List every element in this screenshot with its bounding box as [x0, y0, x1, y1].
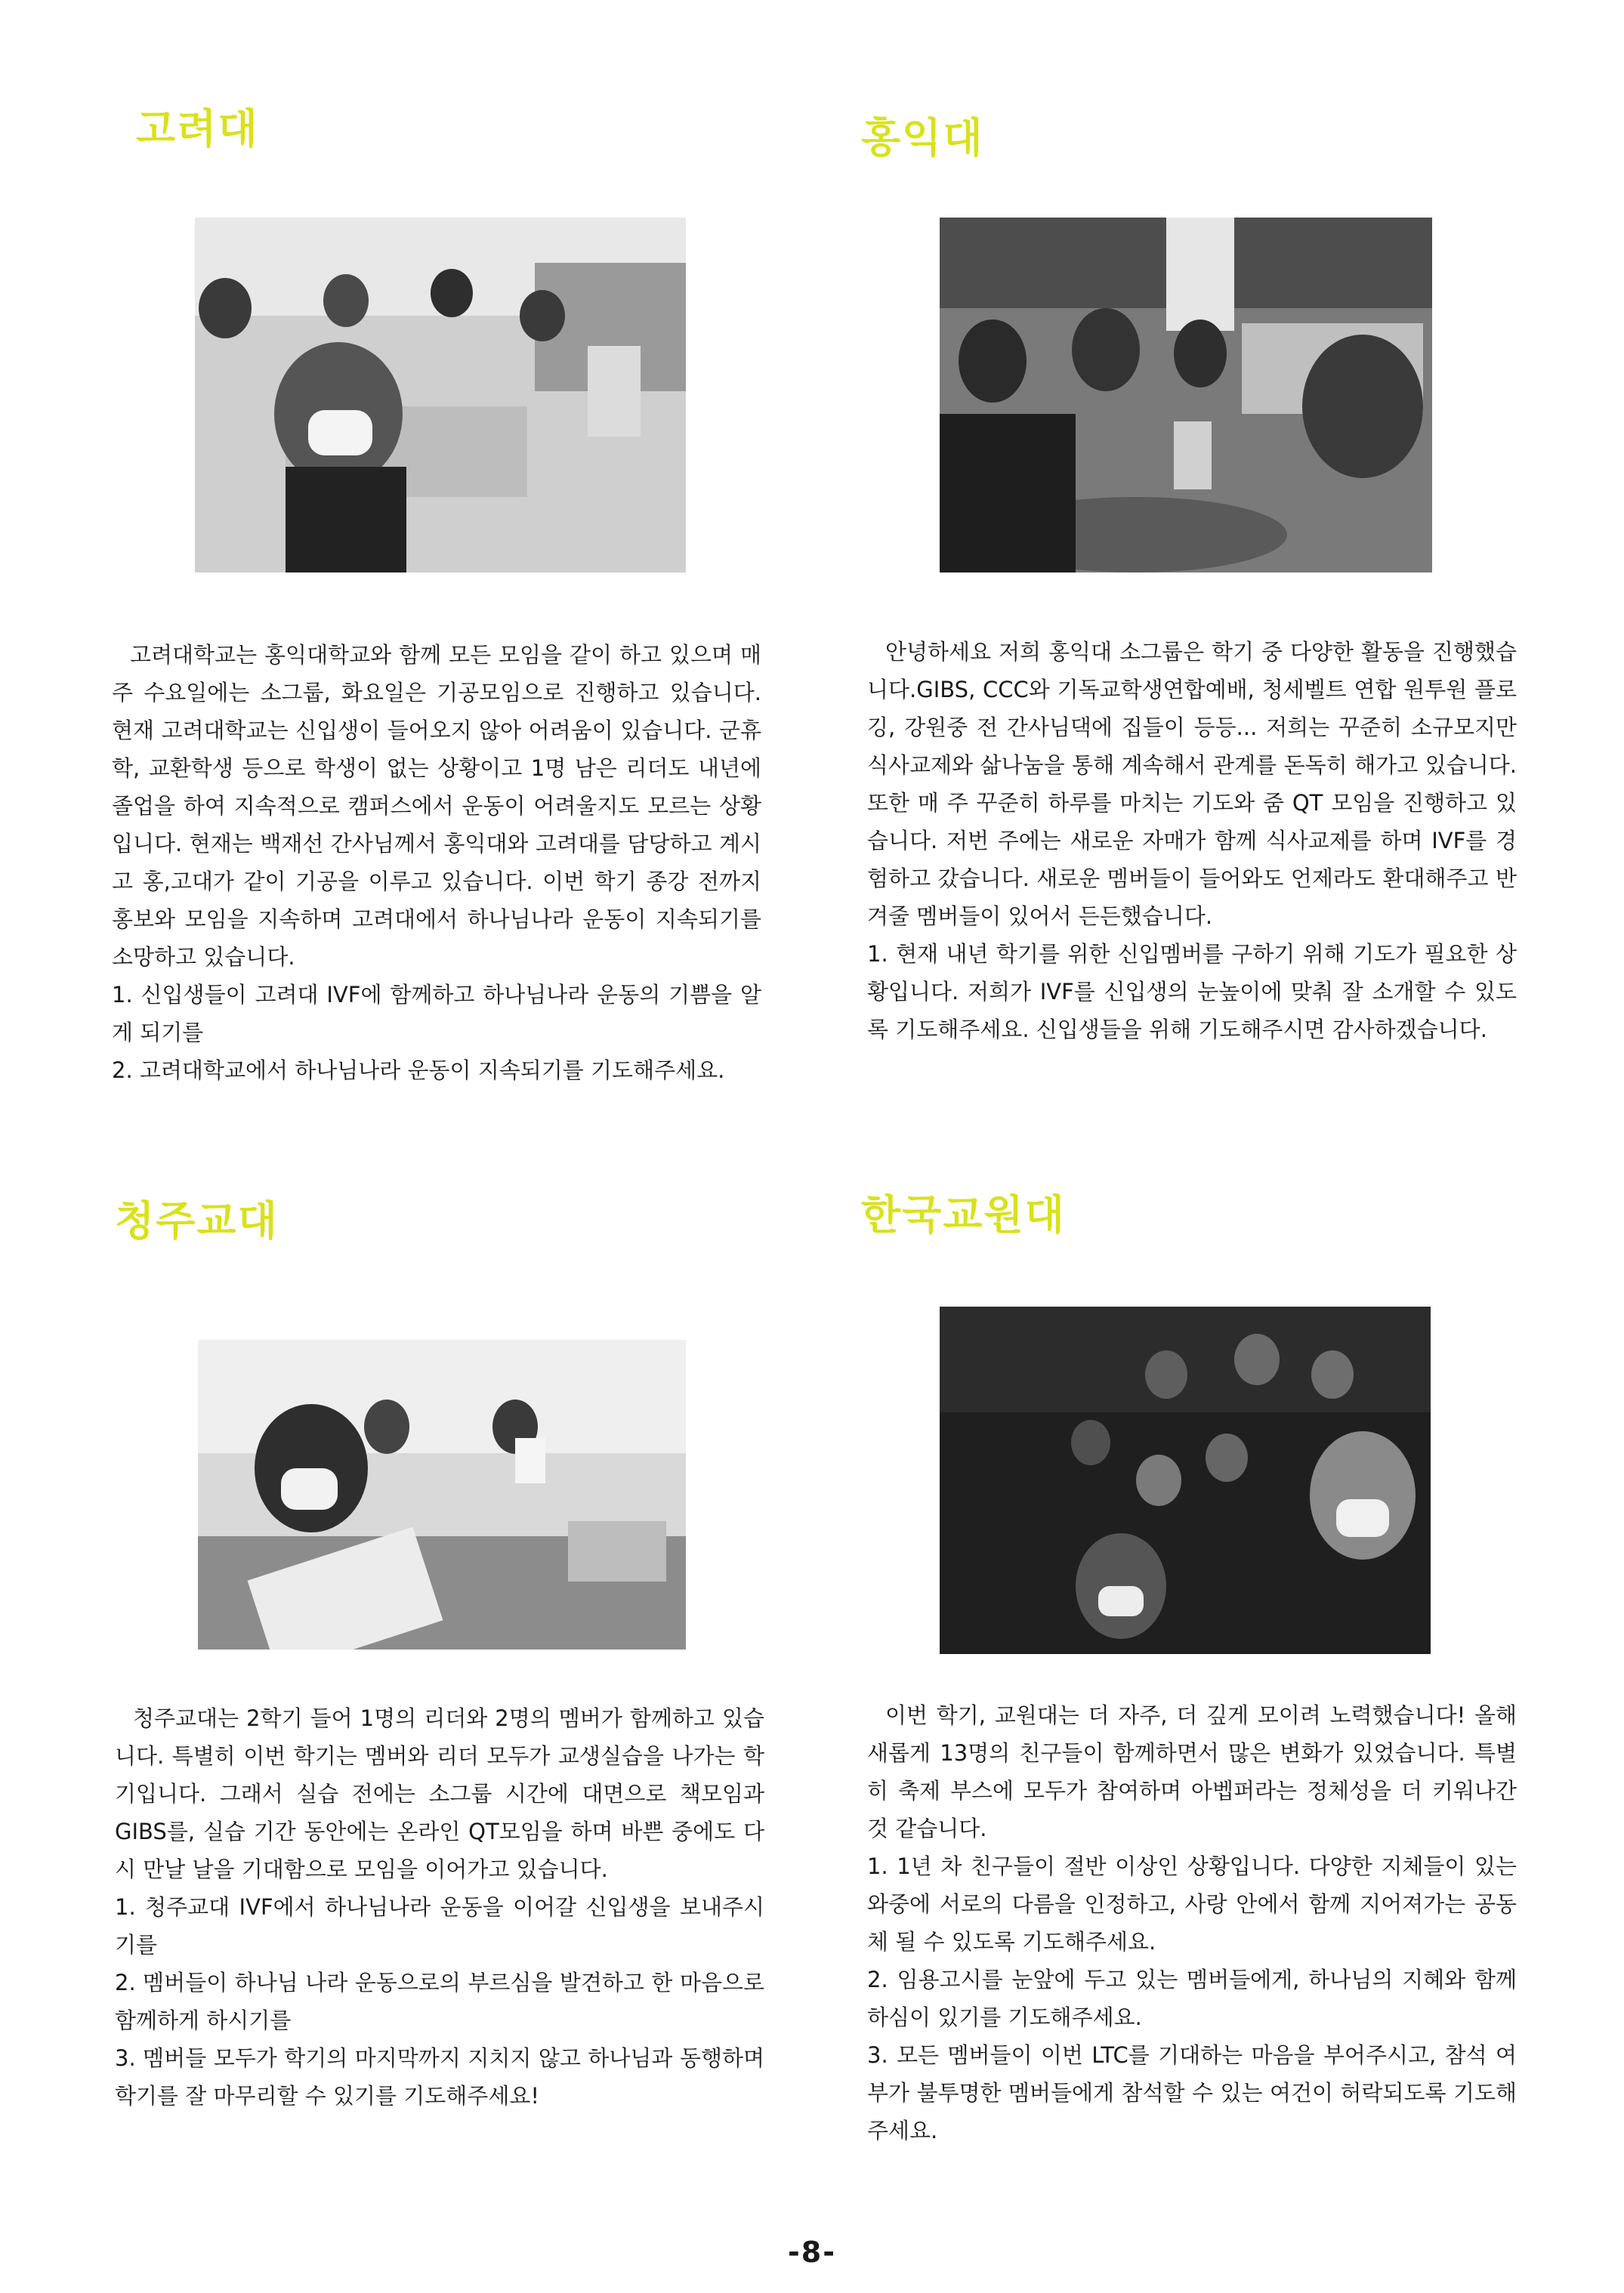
section-body-cheongju-edu [115, 1699, 764, 2115]
section-title-knue: 한국교원대 [861, 1191, 1066, 1239]
prayer-item: 2. 멤버들이 하나님 나라 운동으로의 부르심을 발견하고 한 마음으로 함께하게 하시기를 [115, 1970, 764, 2033]
prayer-item: 1. 1년 차 친구들이 절반 이상인 상황입니다. 다양한 지체들이 있는 와중에 서로의 다름을 인정하고, 사랑 안에서 함께 지어져가는 공동체 될 수 있도록 기도해주세요. [867, 1853, 1517, 1955]
section-title-hongik-univ: 홍익대 [861, 114, 984, 162]
group-photo-korea-univ [195, 218, 686, 572]
paragraph: 청주교대는 2학기 들어 1명의 리더와 2명의 멤버가 함께하고 있습니다. 특별히 이번 학기는 멤버와 리더 모두가 교생실습을 나가는 학기입니다. 그래서 실습 전에는 소그룹 시간에 대면으로 책모임과 GIBS를, 실습 기간 동안에는 온라인 QT모임을 하며 바쁜 중에도 다시 만날 날을 기대함으로 모임을 이어가고 있습니다. [115, 1705, 764, 1882]
section-body-knue [867, 1696, 1517, 2149]
prayer-item: 2. 고려대학교에서 하나님나라 운동이 지속되기를 기도해주세요. [112, 1057, 725, 1083]
section-title-korea-univ: 고려대 [136, 105, 259, 153]
section-body-korea-univ [112, 636, 761, 1089]
prayer-item: 1. 현재 내년 학기를 위한 신입멤버를 구하기 위해 기도가 필요한 상황입니다. 저희가 IVF를 신입생의 눈높이에 맞춰 잘 소개할 수 있도록 기도해주세요. 신입생들을 위해 기도해주시면 감사하겠습니다. [867, 941, 1517, 1042]
section-body-hongik-univ [867, 633, 1517, 1048]
section-title-cheongju-edu: 청주교대 [115, 1197, 279, 1245]
prayer-item: 2. 임용고시를 눈앞에 두고 있는 멤버들에게, 하나님의 지혜와 함께하심이 있기를 기도해주세요. [867, 1967, 1517, 2030]
prayer-item: 3. 모든 멤버들이 이번 LTC를 기대하는 마음을 부어주시고, 참석 여부가 불투명한 멤버들에게 참석할 수 있는 여건이 허락되도록 기도해주세요. [867, 2042, 1517, 2143]
paragraph: 안녕하세요 저희 홍익대 소그룹은 학기 중 다양한 활동을 진행했습니다.GIBS, CCC와 기독교학생연합예배, 청세벨트 연합 원투원 플로깅, 강원중 전 간사님댁에 집들이 등등... 저희는 꾸준히 소규모지만 식사교제와 삶나눔을 통해 계속해서 관계를 돈독히 해가고 있습니다. 또한 매 주 꾸준히 하루를 마치는 기도와 줌 QT 모임을 진행하고 있습니다. 저번 주에는 새로운 자매가 함께 식사교제를 하며 IVF를 경험하고 갔습니다. 새로운 멤버들이 들어와도 언제라도 환대해주고 반겨줄 멤버들이 있어서 든든했습니다. [867, 639, 1517, 929]
prayer-item: 1. 신입생들이 고려대 IVF에 함께하고 하나님나라 운동의 기쁨을 알게 되기를 [112, 982, 761, 1045]
paragraph: 고려대학교는 홍익대학교와 함께 모든 모임을 같이 하고 있으며 매주 수요일에는 소그룹, 화요일은 기공모임으로 진행하고 있습니다. 현재 고려대학교는 신입생이 들어오지 않아 어려움이 있습니다. 군휴학, 교환학생 등으로 학생이 없는 상황이고 1명 남은 리더도 내년에 졸업을 하여 지속적으로 캠퍼스에서 운동이 어려울지도 모르는 상황입니다. 현재는 백재선 간사님께서 홍익대와 고려대를 담당하고 계시고 홍,고대가 같이 기공을 이루고 있습니다. 이번 학기 종강 전까지 홍보와 모임을 지속하며 고려대에서 하나님나라 운동이 지속되기를 소망하고 있습니다. [112, 642, 761, 970]
prayer-item: 3. 멤버들 모두가 학기의 마지막까지 지치지 않고 하나님과 동행하며 학기를 잘 마무리할 수 있기를 기도해주세요! [115, 2045, 764, 2109]
group-photo-cheongju-edu [198, 1340, 686, 1650]
group-photo-knue [940, 1307, 1431, 1654]
group-photo-hongik-univ [940, 218, 1432, 572]
page-number: -8- [788, 2236, 836, 2269]
paragraph: 이번 학기, 교원대는 더 자주, 더 깊게 모이려 노력했습니다! 올해 새롭게 13명의 친구들이 함께하면서 많은 변화가 있었습니다. 특별히 축제 부스에 모두가 참여하며 아벱퍼라는 정체성을 더 키워나간 것 같습니다. [867, 1702, 1517, 1841]
prayer-item: 1. 청주교대 IVF에서 하나님나라 운동을 이어갈 신입생을 보내주시기를 [115, 1894, 764, 1958]
